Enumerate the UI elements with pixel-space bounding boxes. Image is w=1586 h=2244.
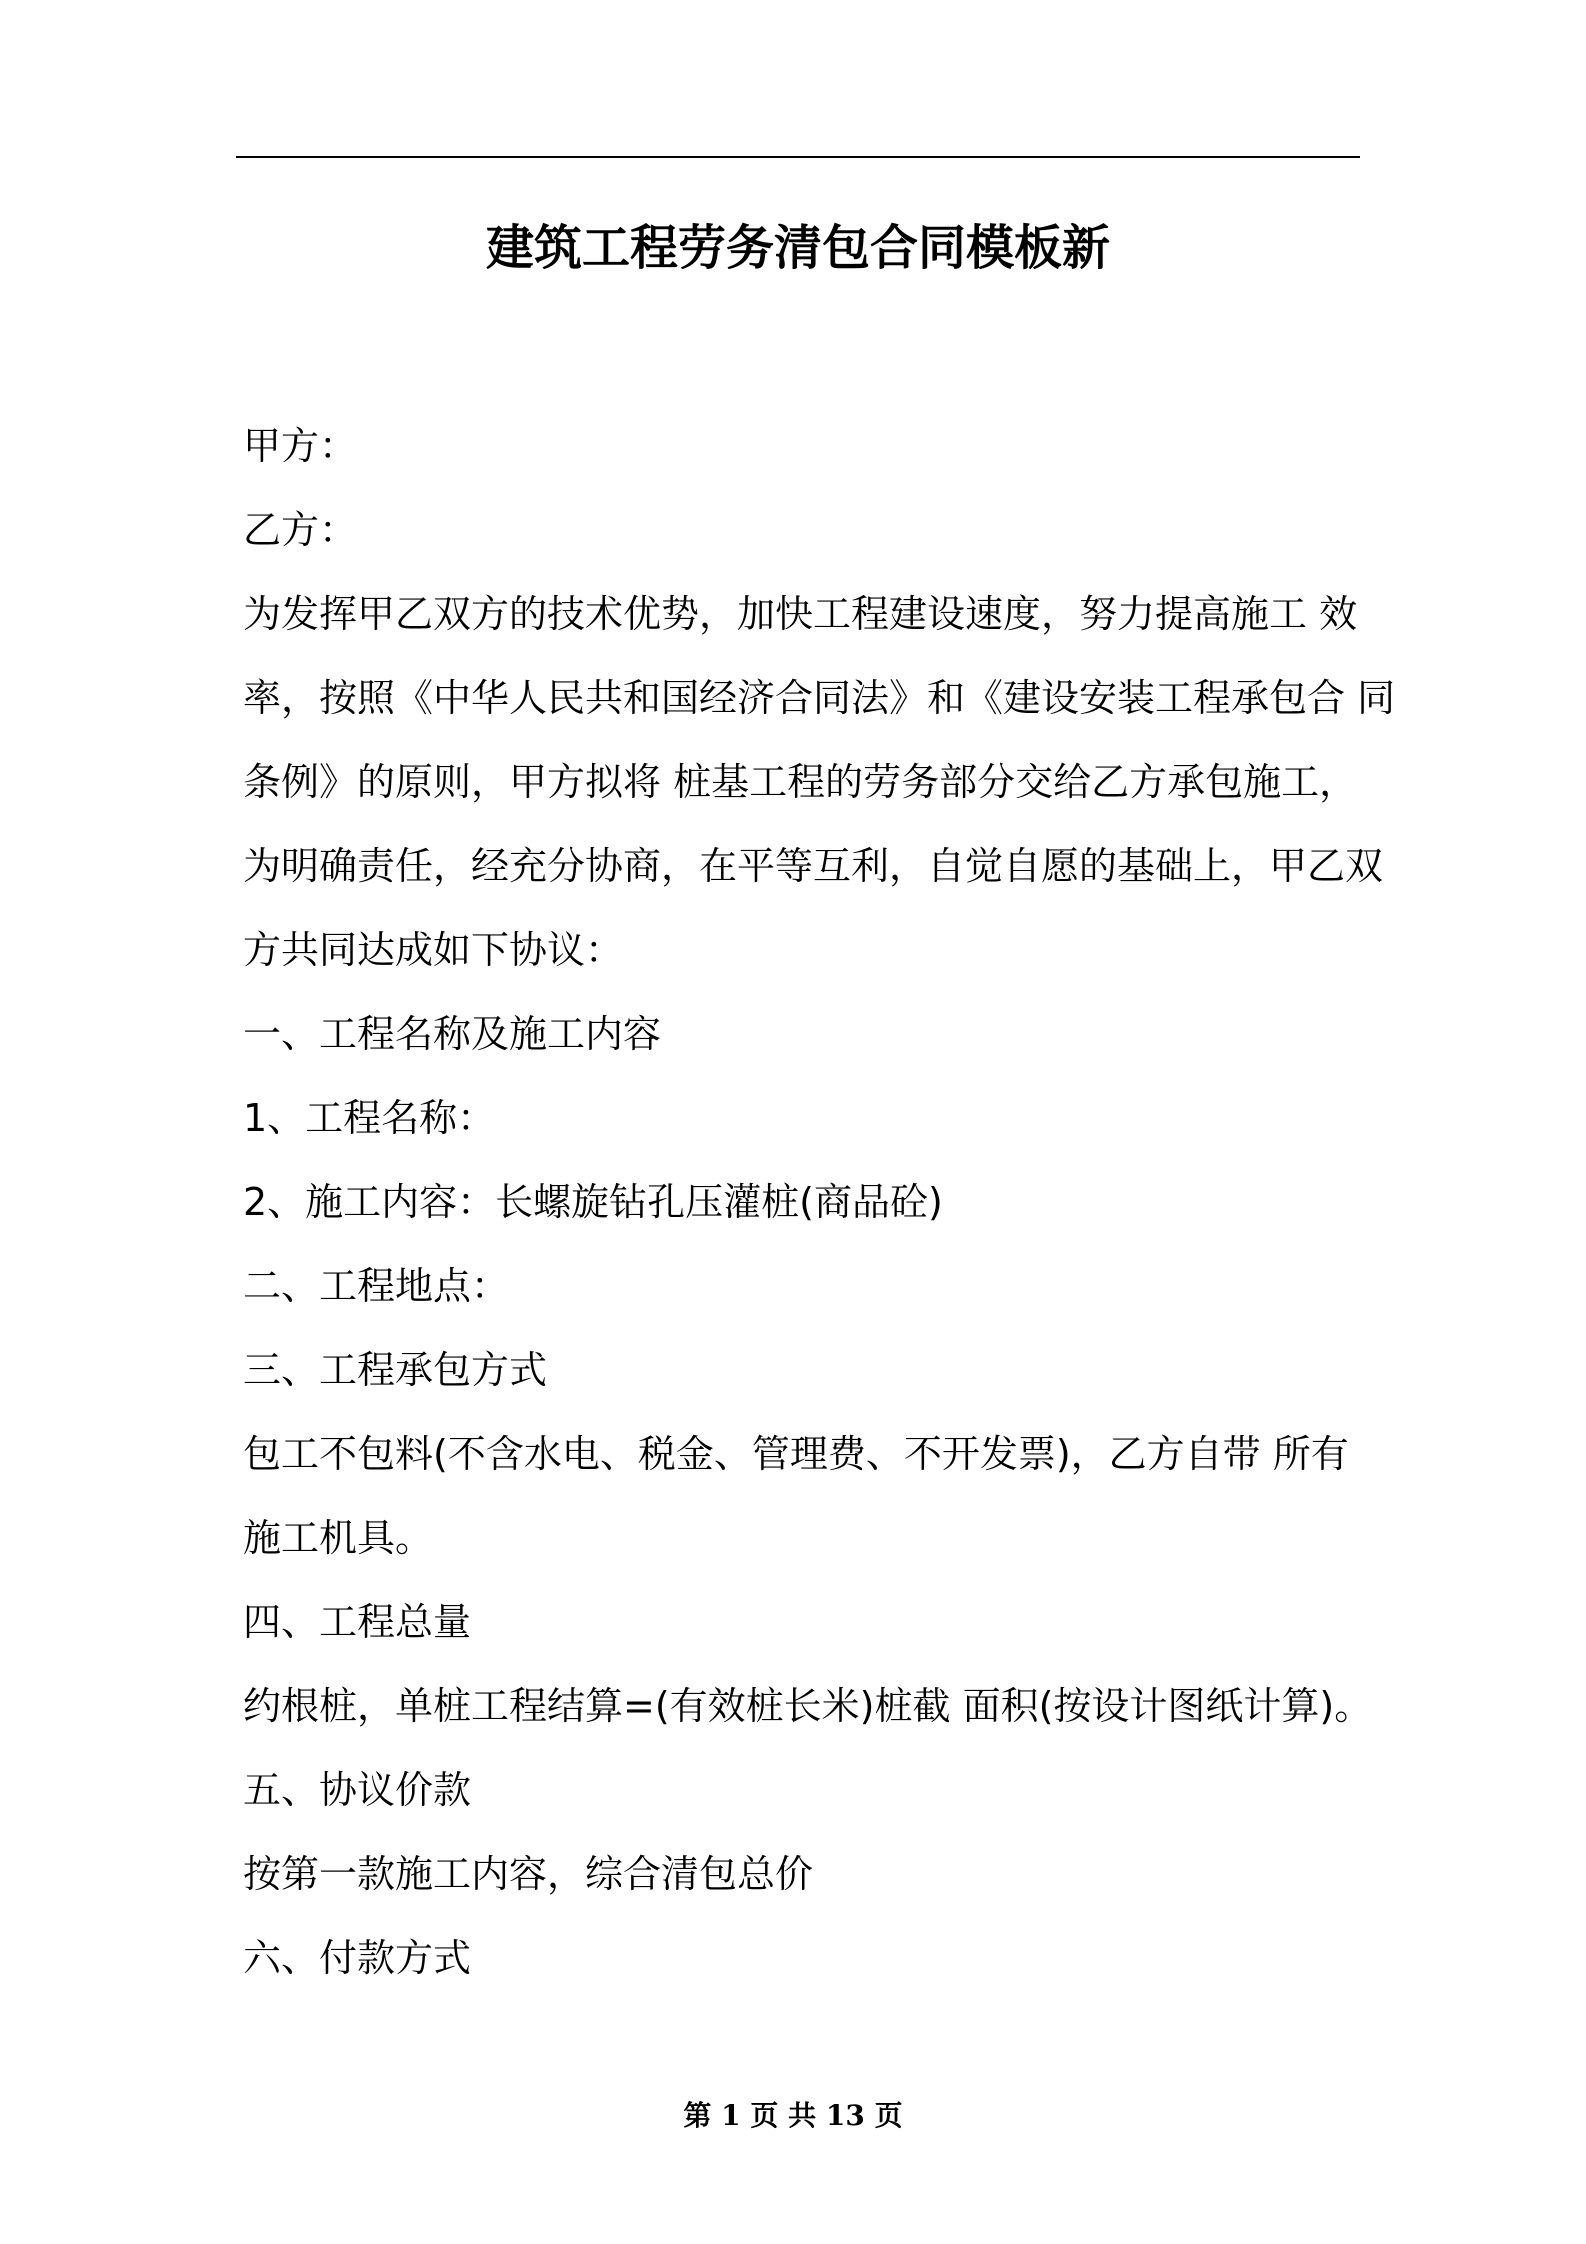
document-title: 建筑工程劳务清包合同模板新 <box>485 220 1110 276</box>
clause-line: 施工机具。 <box>243 1516 434 1560</box>
clause-line: 按第一款施工内容，综合清包总价 <box>243 1852 814 1896</box>
party-a-line: 甲方： <box>243 424 358 468</box>
intro-paragraph-line: 为明确责任，经充分协商，在平等互利，自觉自愿的基础上，甲乙双 <box>243 844 1384 888</box>
section-heading: 一、工程名称及施工内容 <box>243 1012 662 1056</box>
clause-line: 1、工程名称： <box>243 1096 496 1140</box>
intro-paragraph-line: 为发挥甲乙双方的技术优势，加快工程建设速度，努力提高施工 效 <box>243 592 1358 636</box>
header-rule <box>236 156 1360 158</box>
section-heading: 四、工程总量 <box>243 1600 472 1644</box>
intro-paragraph-line: 方共同达成如下协议： <box>243 928 624 972</box>
clause-line: 约根桩，单桩工程结算=(有效桩长米)桩截 面积(按设计图纸计算)。 <box>243 1684 1373 1728</box>
intro-paragraph-line: 率，按照《中华人民共和国经济合同法》和《建设安装工程承包合 同 <box>243 676 1396 720</box>
section-heading: 二、工程地点： <box>243 1264 510 1308</box>
clause-line: 包工不包料(不含水电、税金、管理费、不开发票)，乙方自带 所有 <box>243 1432 1349 1476</box>
section-heading: 五、协议价款 <box>243 1768 472 1812</box>
document-body <box>243 404 1396 2000</box>
party-b-line: 乙方： <box>243 508 358 552</box>
page-footer: 第 1 页 共 13 页 <box>683 2099 903 2132</box>
section-heading: 六、付款方式 <box>243 1936 472 1980</box>
intro-paragraph-line: 条例》的原则，甲方拟将 桩基工程的劳务部分交给乙方承包施工， <box>243 760 1358 804</box>
section-heading: 三、工程承包方式 <box>243 1348 548 1392</box>
clause-line: 2、施工内容：长螺旋钻孔压灌桩(商品砼) <box>243 1180 943 1224</box>
